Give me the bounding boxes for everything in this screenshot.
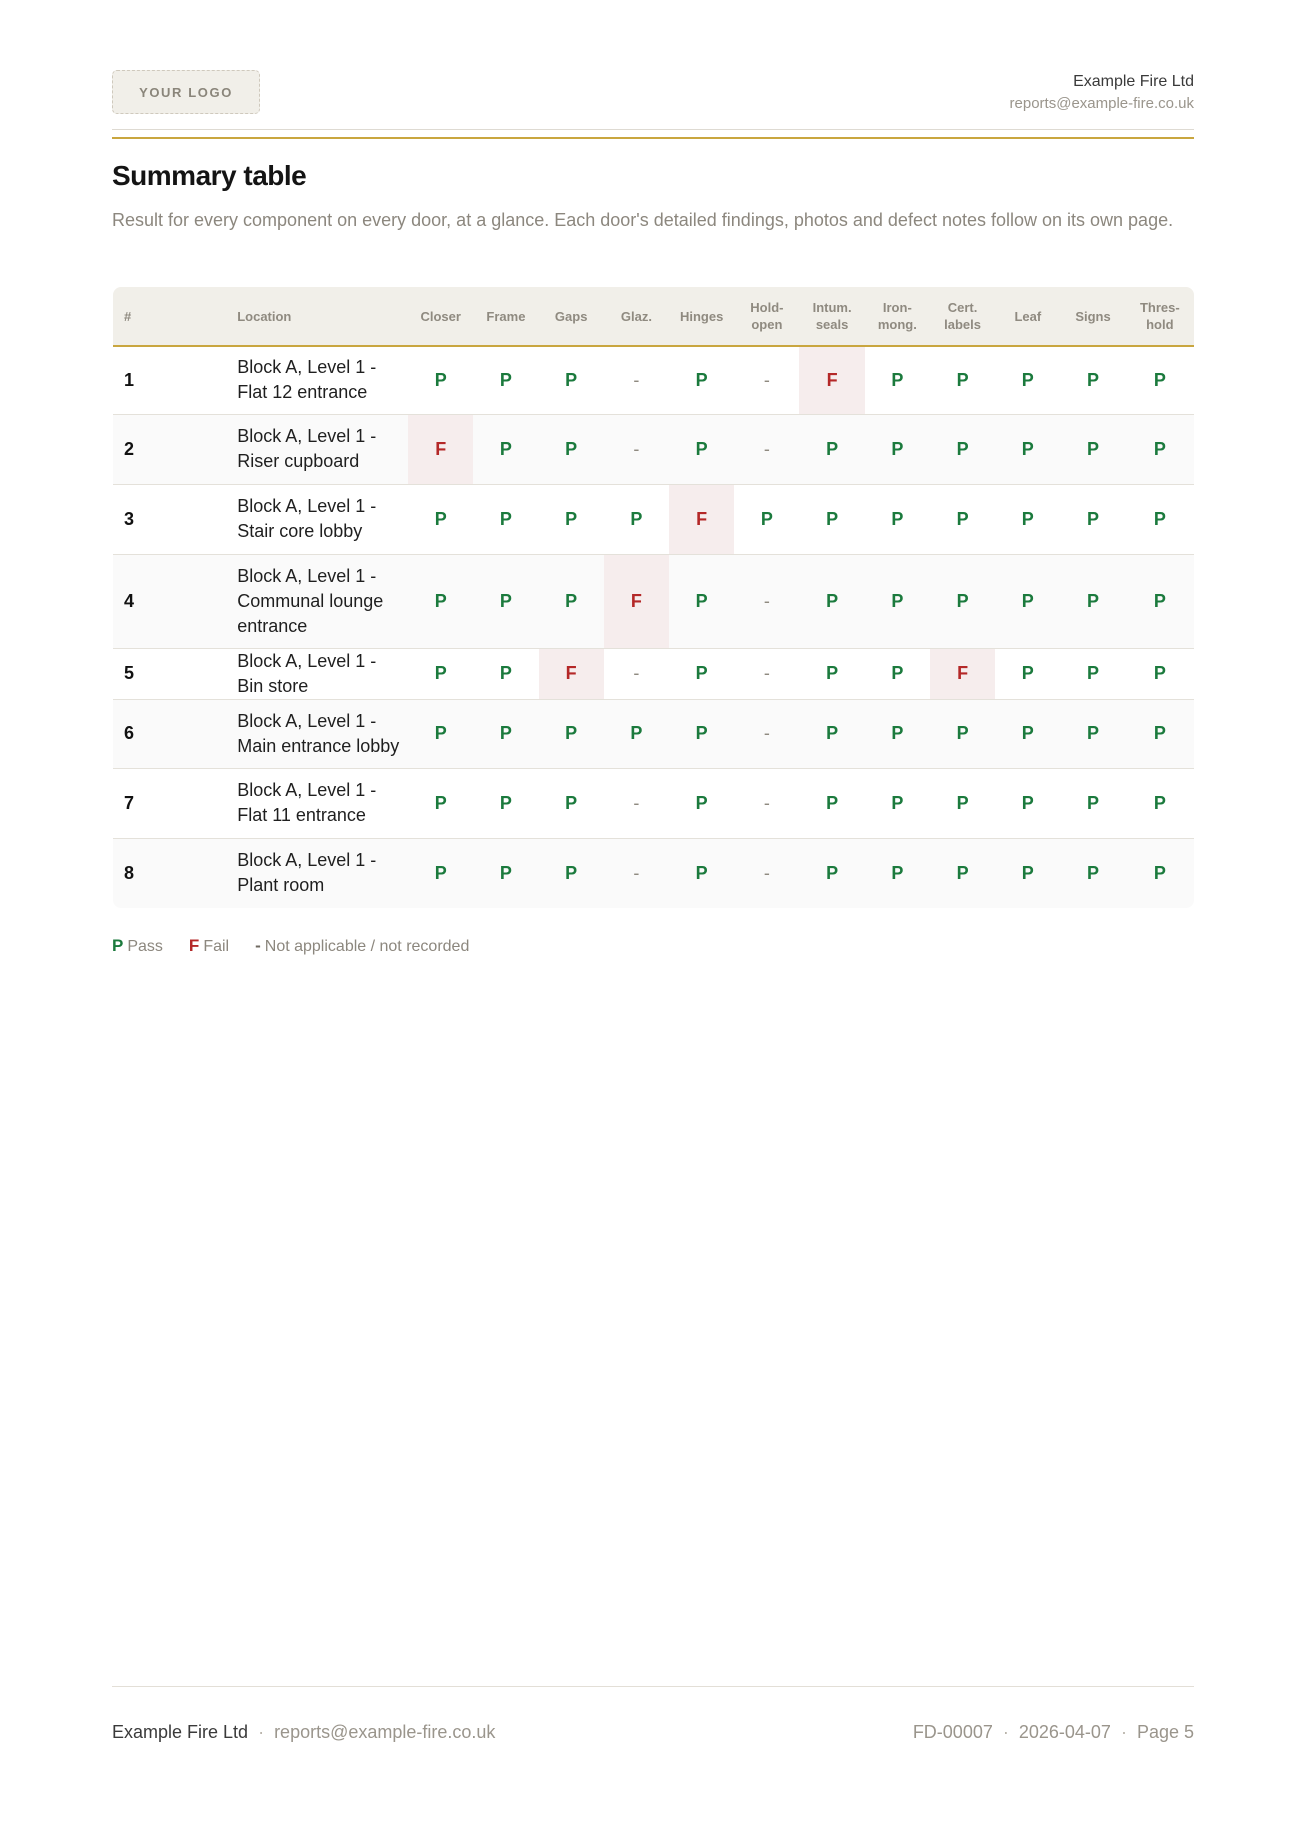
- column-header: Hinges: [669, 287, 734, 346]
- result-pass: P: [1060, 346, 1125, 414]
- door-location: Block A, Level 1 - Flat 12 entrance: [169, 346, 408, 414]
- result-pass: P: [1126, 484, 1194, 554]
- door-location: Block A, Level 1 - Communal lounge entrance: [169, 554, 408, 648]
- result-pass: P: [995, 414, 1060, 484]
- column-header: Iron- mong.: [865, 287, 930, 346]
- result-pass: P: [669, 554, 734, 648]
- footer-date: 2026-04-07: [1018, 1722, 1111, 1742]
- result-pass: P: [1060, 838, 1125, 908]
- result-pass: P: [473, 768, 538, 838]
- result-pass: P: [995, 699, 1060, 768]
- result-pass: P: [1060, 768, 1125, 838]
- result-pass: P: [930, 484, 995, 554]
- result-not-applicable: -: [734, 768, 799, 838]
- column-header: Closer: [408, 287, 473, 346]
- result-not-applicable: -: [604, 768, 669, 838]
- summary-table-container: [113, 287, 1194, 908]
- legend-not-applicable: - Not applicable / not recorded: [255, 936, 470, 955]
- section-intro: Result for every component on every door, at a glance. Each door's detailed findings, photos and defect notes follow on its own page.: [112, 210, 1174, 230]
- result-not-applicable: -: [734, 554, 799, 648]
- result-pass: P: [995, 768, 1060, 838]
- result-pass: P: [865, 346, 930, 414]
- result-pass: P: [734, 484, 799, 554]
- column-header: Cert. labels: [930, 287, 995, 346]
- header-accent-rule: [112, 137, 1194, 139]
- result-fail: F: [799, 346, 864, 414]
- result-not-applicable: -: [604, 838, 669, 908]
- result-not-applicable: -: [604, 648, 669, 699]
- company-email: reports@example-fire.co.uk: [1009, 95, 1194, 112]
- result-pass: P: [539, 554, 604, 648]
- result-pass: P: [539, 346, 604, 414]
- door-number: 2: [113, 414, 169, 484]
- result-pass: P: [995, 554, 1060, 648]
- page-title: Summary table: [112, 160, 307, 191]
- table-row: [113, 768, 1194, 838]
- result-pass: P: [669, 414, 734, 484]
- result-pass: P: [473, 554, 538, 648]
- result-not-applicable: -: [604, 346, 669, 414]
- company-logo-placeholder: YOUR LOGO: [112, 70, 260, 114]
- result-pass: P: [408, 699, 473, 768]
- result-pass: P: [799, 648, 864, 699]
- result-pass: P: [408, 484, 473, 554]
- result-pass: P: [930, 768, 995, 838]
- result-fail: F: [669, 484, 734, 554]
- result-pass: P: [669, 768, 734, 838]
- footer-divider: [112, 1686, 1194, 1687]
- result-pass: P: [930, 699, 995, 768]
- column-header: Glaz.: [604, 287, 669, 346]
- footer-reference: FD-00007: [912, 1722, 993, 1742]
- result-pass: P: [995, 838, 1060, 908]
- door-number: 4: [113, 554, 169, 648]
- result-pass: P: [865, 768, 930, 838]
- result-pass: P: [799, 484, 864, 554]
- result-not-applicable: -: [734, 699, 799, 768]
- result-pass: P: [1126, 699, 1194, 768]
- result-pass: P: [930, 554, 995, 648]
- result-pass: P: [539, 838, 604, 908]
- door-location: Block A, Level 1 - Riser cupboard: [169, 414, 408, 484]
- result-pass: P: [408, 838, 473, 908]
- column-header: Thres- hold: [1126, 287, 1194, 346]
- header-divider: [112, 129, 1194, 130]
- result-pass: P: [539, 484, 604, 554]
- result-fail: F: [930, 648, 995, 699]
- result-pass: P: [1126, 554, 1194, 648]
- result-pass: P: [1060, 484, 1125, 554]
- result-pass: P: [799, 699, 864, 768]
- result-pass: P: [865, 838, 930, 908]
- result-pass: P: [1060, 699, 1125, 768]
- result-fail: F: [604, 554, 669, 648]
- result-pass: P: [473, 699, 538, 768]
- summary-table: [113, 287, 1194, 908]
- column-header: Location: [169, 287, 408, 346]
- result-pass: P: [604, 699, 669, 768]
- company-header: [1010, 72, 1194, 116]
- result-pass: P: [473, 838, 538, 908]
- result-pass: P: [799, 838, 864, 908]
- footer-email: reports@example-fire.co.uk: [274, 1722, 496, 1742]
- footer-right: FD-00007 · 2026-04-07 · Page 5: [912, 1722, 1194, 1742]
- result-pass: P: [539, 414, 604, 484]
- column-header: Frame: [473, 287, 538, 346]
- result-not-applicable: -: [734, 346, 799, 414]
- result-not-applicable: -: [734, 648, 799, 699]
- result-not-applicable: -: [604, 414, 669, 484]
- result-pass: P: [669, 648, 734, 699]
- column-header: Leaf: [995, 287, 1060, 346]
- result-pass: P: [865, 484, 930, 554]
- door-number: 8: [113, 838, 169, 908]
- result-pass: P: [604, 484, 669, 554]
- result-pass: P: [930, 346, 995, 414]
- table-row: [113, 699, 1194, 768]
- result-pass: P: [1126, 768, 1194, 838]
- result-pass: P: [1126, 648, 1194, 699]
- door-number: 1: [113, 346, 169, 414]
- table-row: [113, 838, 1194, 908]
- result-pass: P: [865, 648, 930, 699]
- door-number: 3: [113, 484, 169, 554]
- result-pass: P: [995, 648, 1060, 699]
- results-legend: [112, 936, 469, 956]
- result-pass: P: [930, 838, 995, 908]
- result-pass: P: [473, 484, 538, 554]
- door-number: 7: [113, 768, 169, 838]
- result-pass: P: [408, 768, 473, 838]
- column-header: Signs: [1060, 287, 1125, 346]
- result-pass: P: [865, 554, 930, 648]
- legend-pass: P Pass: [112, 936, 163, 955]
- table-row: [113, 346, 1194, 414]
- table-row: [113, 648, 1194, 699]
- result-pass: P: [799, 768, 864, 838]
- door-location: Block A, Level 1 - Bin store: [169, 648, 408, 699]
- result-pass: P: [995, 484, 1060, 554]
- result-pass: P: [669, 346, 734, 414]
- result-not-applicable: -: [734, 414, 799, 484]
- column-header: #: [113, 287, 169, 346]
- result-pass: P: [473, 648, 538, 699]
- result-pass: P: [995, 346, 1060, 414]
- table-header-row: [113, 287, 1194, 346]
- result-not-applicable: -: [734, 838, 799, 908]
- result-pass: P: [408, 554, 473, 648]
- result-pass: P: [473, 346, 538, 414]
- door-number: 6: [113, 699, 169, 768]
- result-pass: P: [669, 699, 734, 768]
- result-pass: P: [865, 414, 930, 484]
- result-pass: P: [669, 838, 734, 908]
- result-pass: P: [473, 414, 538, 484]
- column-header: Hold- open: [734, 287, 799, 346]
- table-row: [113, 414, 1194, 484]
- footer-left: Example Fire Ltd · reports@example-fire.co.uk: [112, 1722, 496, 1742]
- result-pass: P: [799, 554, 864, 648]
- door-location: Block A, Level 1 - Main entrance lobby: [169, 699, 408, 768]
- result-fail: F: [539, 648, 604, 699]
- result-pass: P: [539, 699, 604, 768]
- door-location: Block A, Level 1 - Stair core lobby: [169, 484, 408, 554]
- result-pass: P: [1060, 414, 1125, 484]
- table-row: [113, 484, 1194, 554]
- result-pass: P: [408, 346, 473, 414]
- table-row: [113, 554, 1194, 648]
- door-number: 5: [113, 648, 169, 699]
- result-pass: P: [799, 414, 864, 484]
- legend-fail: F Fail: [188, 936, 230, 955]
- result-pass: P: [1126, 838, 1194, 908]
- result-pass: P: [408, 648, 473, 699]
- result-pass: P: [539, 768, 604, 838]
- company-name: Example Fire Ltd: [1073, 73, 1194, 90]
- footer-company-name: Example Fire Ltd: [112, 1722, 249, 1742]
- footer-page-number: Page 5: [1136, 1722, 1194, 1742]
- result-fail: F: [408, 414, 473, 484]
- column-header: Intum. seals: [799, 287, 864, 346]
- door-location: Block A, Level 1 - Plant room: [169, 838, 408, 908]
- result-pass: P: [1126, 346, 1194, 414]
- result-pass: P: [930, 414, 995, 484]
- result-pass: P: [1060, 648, 1125, 699]
- door-location: Block A, Level 1 - Flat 11 entrance: [169, 768, 408, 838]
- result-pass: P: [1060, 554, 1125, 648]
- column-header: Gaps: [539, 287, 604, 346]
- result-pass: P: [1126, 414, 1194, 484]
- result-pass: P: [865, 699, 930, 768]
